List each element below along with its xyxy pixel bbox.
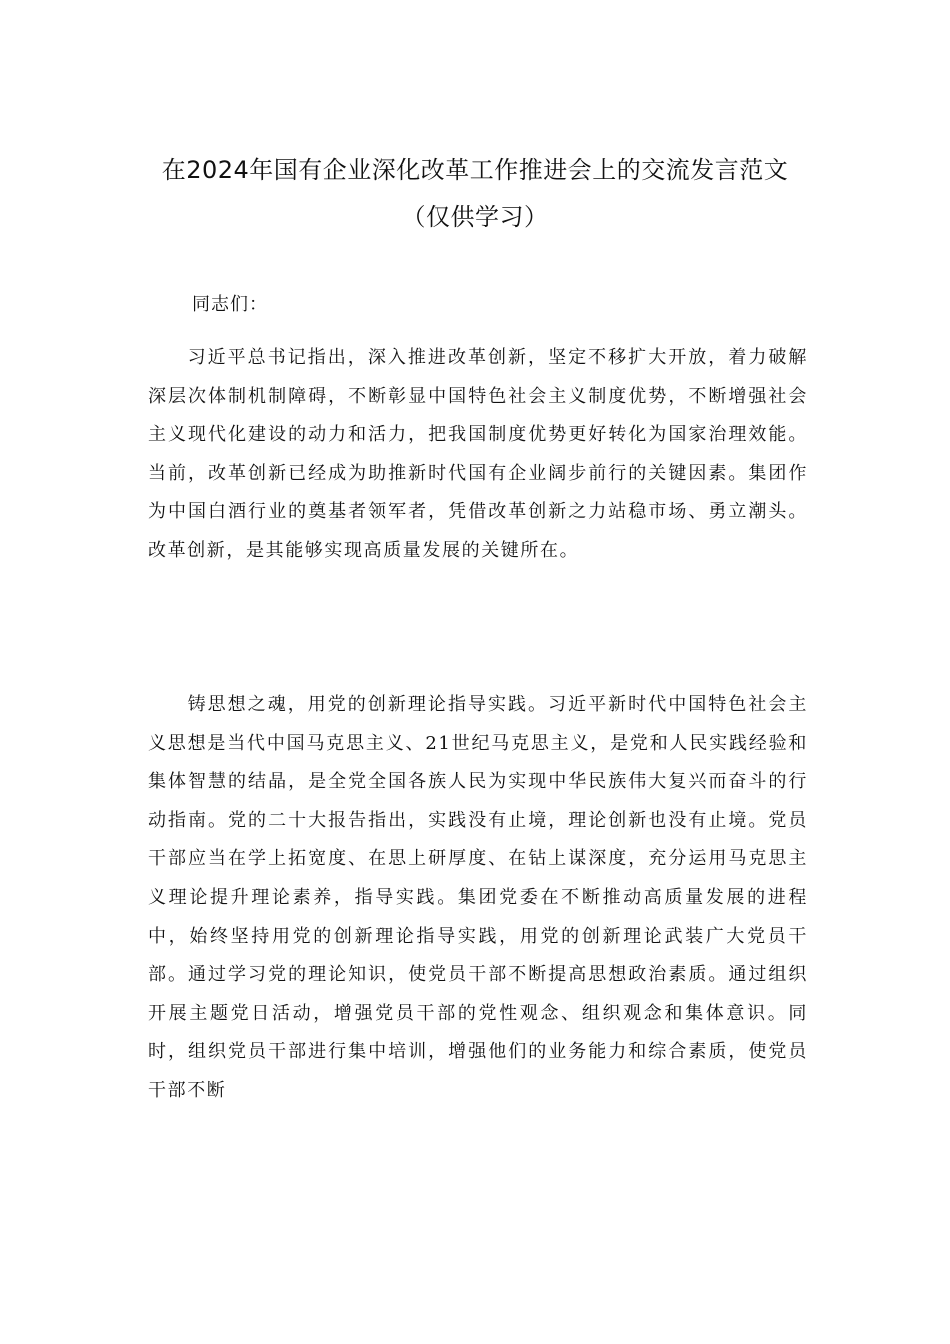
body-paragraph-1: 习近平总书记指出，深入推进改革创新，坚定不移扩大开放，着力破解深层次体制机制障碍，不断彰显中国特色社会主义制度优势，不断增强社会主义现代化建设的动力和活力，把我国制度优势更好转化为国家治理效能。当前，改革创新已经成为助推新时代国有企业阔步前行的关键因素。集团作为中国白酒行业的奠基者领军者，凭借改革创新之力站稳市场、勇立潮头。改革创新，是其能够实现高质量发展的关键所在。 [148,347,808,561]
document-subtitle: （仅供学习） [401,203,549,231]
salutation: 同志们： [192,294,268,315]
document-title: 在2024年国有企业深化改革工作推进会上的交流发言范文 [161,156,789,184]
body-paragraph-2: 铸思想之魂，用党的创新理论指导实践。习近平新时代中国特色社会主义思想是当代中国马克思主义、21世纪马克思主义，是党和人民实践经验和集体智慧的结晶，是全党全国各族人民为实现中华民族伟大复兴而奋斗的行动指南。党的二十大报告指出，实践没有止境，理论创新也没有止境。党员干部应当在学上拓宽度、在思上研厚度、在钻上谋深度，充分运用马克思主义理论提升理论素养，指导实践。集团党委在不断推动高质量发展的进程中，始终坚持用党的创新理论指导实践，用党的创新理论武装广大党员干部。通过学习党的理论知识，使党员干部不断提高思想政治素质。通过组织开展主题党日活动，增强党员干部的党性观念、组织观念和集体意识。同时，组织党员干部进行集中培训，增强他们的业务能力和综合素质，使党员干部不断 [148,694,808,1101]
